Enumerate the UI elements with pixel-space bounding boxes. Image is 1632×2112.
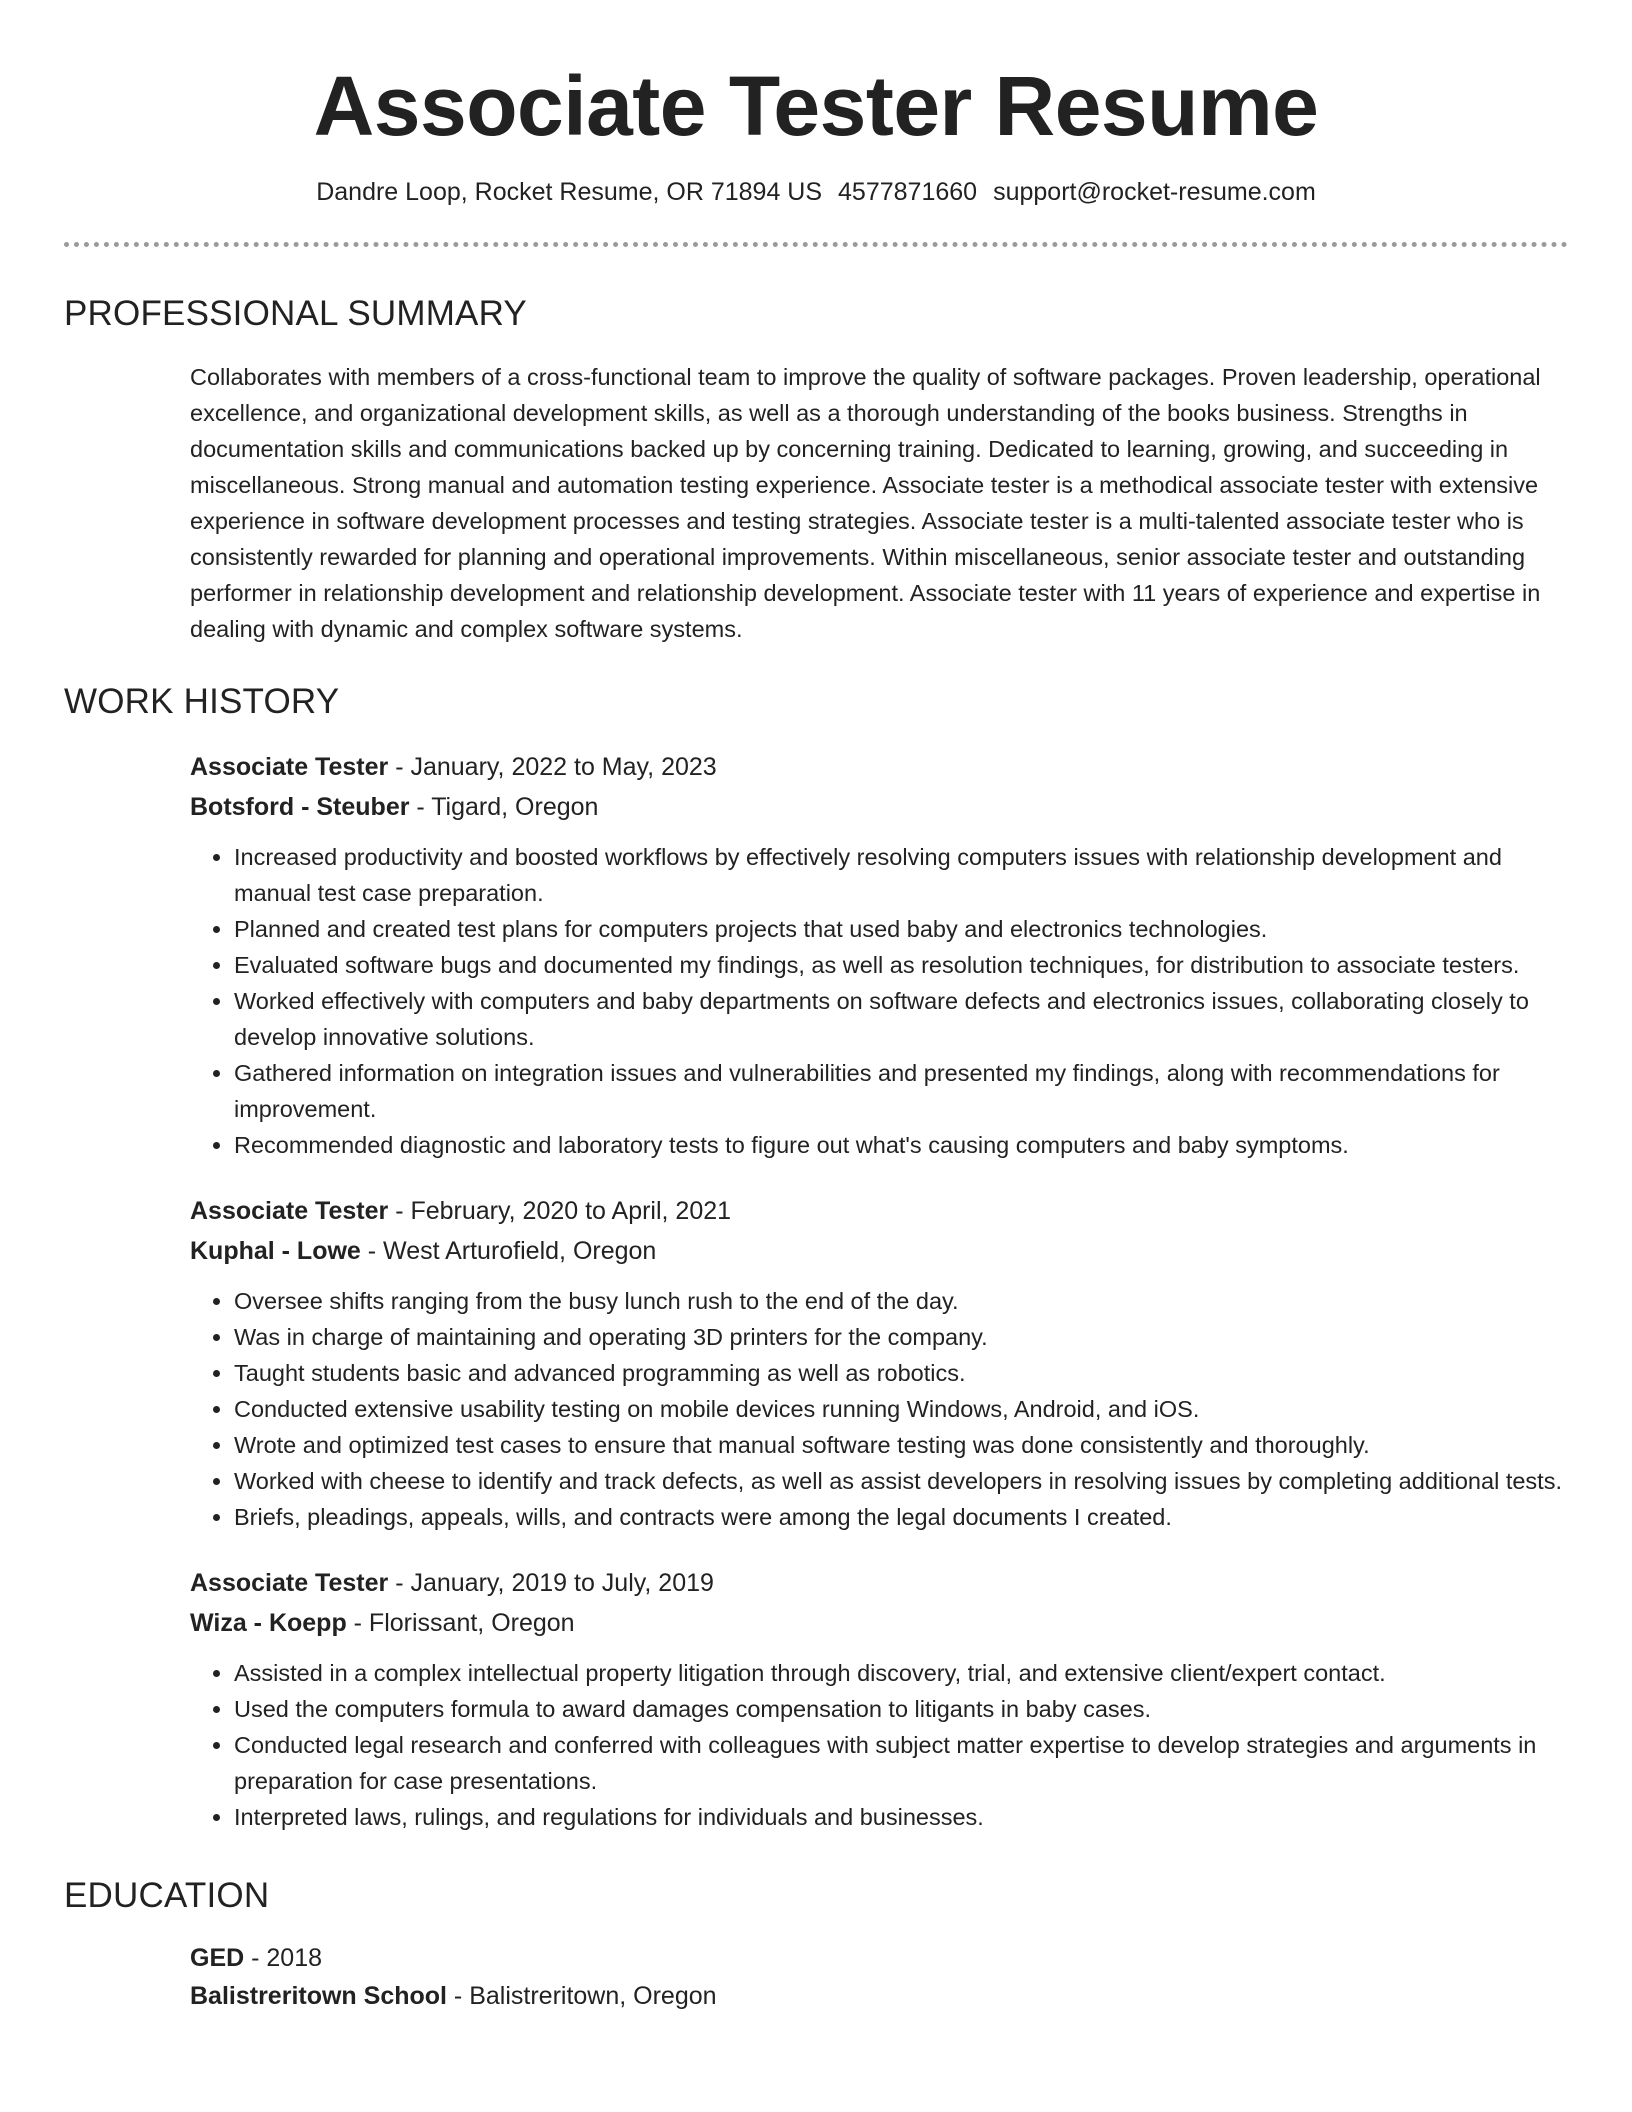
education-school: Balistreritown School xyxy=(190,1982,447,2010)
work-history-list xyxy=(190,747,1568,1835)
header-divider xyxy=(64,242,1568,247)
education-location: - Balistreritown, Oregon xyxy=(446,1982,717,2010)
job-company: Botsford - Steuber xyxy=(190,793,410,821)
job-bullet: • Interpreted laws, rulings, and regulations for individuals and businesses. xyxy=(234,1799,1568,1835)
contact-email: support@rocket-resume.com xyxy=(993,178,1316,206)
job-dates: - February, 2020 to April, 2021 xyxy=(388,1197,732,1225)
job-bullet: • Assisted in a complex intellectual property litigation through discovery, trial, and extensive client/expert contact. xyxy=(234,1655,1568,1691)
job-title: Associate Tester xyxy=(190,753,389,781)
work-history-heading: WORK HISTORY xyxy=(64,682,340,721)
job-bullet: • Was in charge of maintaining and operating 3D printers for the company. xyxy=(234,1319,1568,1355)
job-company: Wiza - Koepp xyxy=(190,1609,347,1637)
job-title: Associate Tester xyxy=(190,1569,389,1597)
job-bullet: • Recommended diagnostic and laboratory tests to figure out what's causing computers and baby symptoms. xyxy=(234,1127,1568,1163)
job-bullets xyxy=(190,1283,1568,1535)
job-bullet: • Gathered information on integration issues and vulnerabilities and presented my findings, along with recommendations for improvement. xyxy=(234,1055,1568,1127)
education-year: - 2018 xyxy=(244,1944,323,1972)
job-location: - Florissant, Oregon xyxy=(346,1609,575,1637)
job-entry xyxy=(190,747,1568,1163)
job-company-line xyxy=(190,1231,1568,1271)
job-title-line xyxy=(190,1563,1568,1603)
job-title: Associate Tester xyxy=(190,1197,389,1225)
summary-text: Collaborates with members of a cross-functional team to improve the quality of software packages. Proven leadership, operational excellence, and organizational development skills, as well as a thorough understanding of the books business. Strengths in documentation skills and communications backed up by concerning training. Dedicated to learning, growing, and succeeding in miscellaneous. Strong manual and automation testing experience. Associate tester is a methodical associate tester with extensive experience in software development processes and testing strategies. Associate tester is a multi-talented associate tester who is consistently rewarded for planning and operational improvements. Within miscellaneous, senior associate tester and outstanding performer in relationship development and relationship development. Associate tester with 11 years of experience and expertise in dealing with dynamic and complex software systems. xyxy=(190,364,1541,642)
job-dates: - January, 2019 to July, 2019 xyxy=(388,1569,714,1597)
contact-address: Dandre Loop, Rocket Resume, OR 71894 US xyxy=(316,178,823,206)
job-bullet: • Conducted extensive usability testing on mobile devices running Windows, Android, and iOS. xyxy=(234,1391,1568,1427)
job-bullet: • Briefs, pleadings, appeals, wills, and contracts were among the legal documents I created. xyxy=(234,1499,1568,1535)
resume-title: Associate Tester Resume xyxy=(313,59,1319,153)
job-location: - Tigard, Oregon xyxy=(409,793,599,821)
job-title-line xyxy=(190,747,1568,787)
job-bullet: • Used the computers formula to award damages compensation to litigants in baby cases. xyxy=(234,1691,1568,1727)
job-location: - West Arturofield, Oregon xyxy=(360,1237,657,1265)
job-bullet: • Increased productivity and boosted workflows by effectively resolving computers issues with relationship development and manual test case preparation. xyxy=(234,839,1568,911)
job-company: Kuphal - Lowe xyxy=(190,1237,361,1265)
contact-line xyxy=(64,176,1568,208)
education-heading: EDUCATION xyxy=(64,1876,270,1915)
education-degree: GED xyxy=(190,1944,245,1972)
job-bullet: • Wrote and optimized test cases to ensure that manual software testing was done consistently and thoroughly. xyxy=(234,1427,1568,1463)
job-entry xyxy=(190,1191,1568,1535)
contact-phone: 4577871660 xyxy=(838,178,978,206)
job-entry xyxy=(190,1563,1568,1835)
resume-page xyxy=(64,0,1568,2015)
job-bullet: • Taught students basic and advanced programming as well as robotics. xyxy=(234,1355,1568,1391)
job-bullet: • Worked with cheese to identify and track defects, as well as assist developers in resolving issues by completing additional tests. xyxy=(234,1463,1568,1499)
job-bullets xyxy=(190,839,1568,1163)
job-bullet: • Worked effectively with computers and baby departments on software defects and electronics issues, collaborating closely to develop innovative solutions. xyxy=(234,983,1568,1055)
education-entry xyxy=(190,1939,1568,2015)
job-dates: - January, 2022 to May, 2023 xyxy=(388,753,717,781)
job-bullets xyxy=(190,1655,1568,1835)
education-school-line xyxy=(190,1977,1568,2015)
job-bullet: • Evaluated software bugs and documented my findings, as well as resolution techniques, for distribution to associate testers. xyxy=(234,947,1568,983)
job-bullet: • Conducted legal research and conferred with colleagues with subject matter expertise to develop strategies and arguments in preparation for case presentations. xyxy=(234,1727,1568,1799)
job-company-line xyxy=(190,787,1568,827)
summary-heading: PROFESSIONAL SUMMARY xyxy=(64,294,527,333)
job-bullet: • Planned and created test plans for computers projects that used baby and electronics technologies. xyxy=(234,911,1568,947)
job-title-line xyxy=(190,1191,1568,1231)
education-degree-line xyxy=(190,1939,1568,1977)
job-bullet: • Oversee shifts ranging from the busy lunch rush to the end of the day. xyxy=(234,1283,1568,1319)
job-company-line xyxy=(190,1603,1568,1643)
